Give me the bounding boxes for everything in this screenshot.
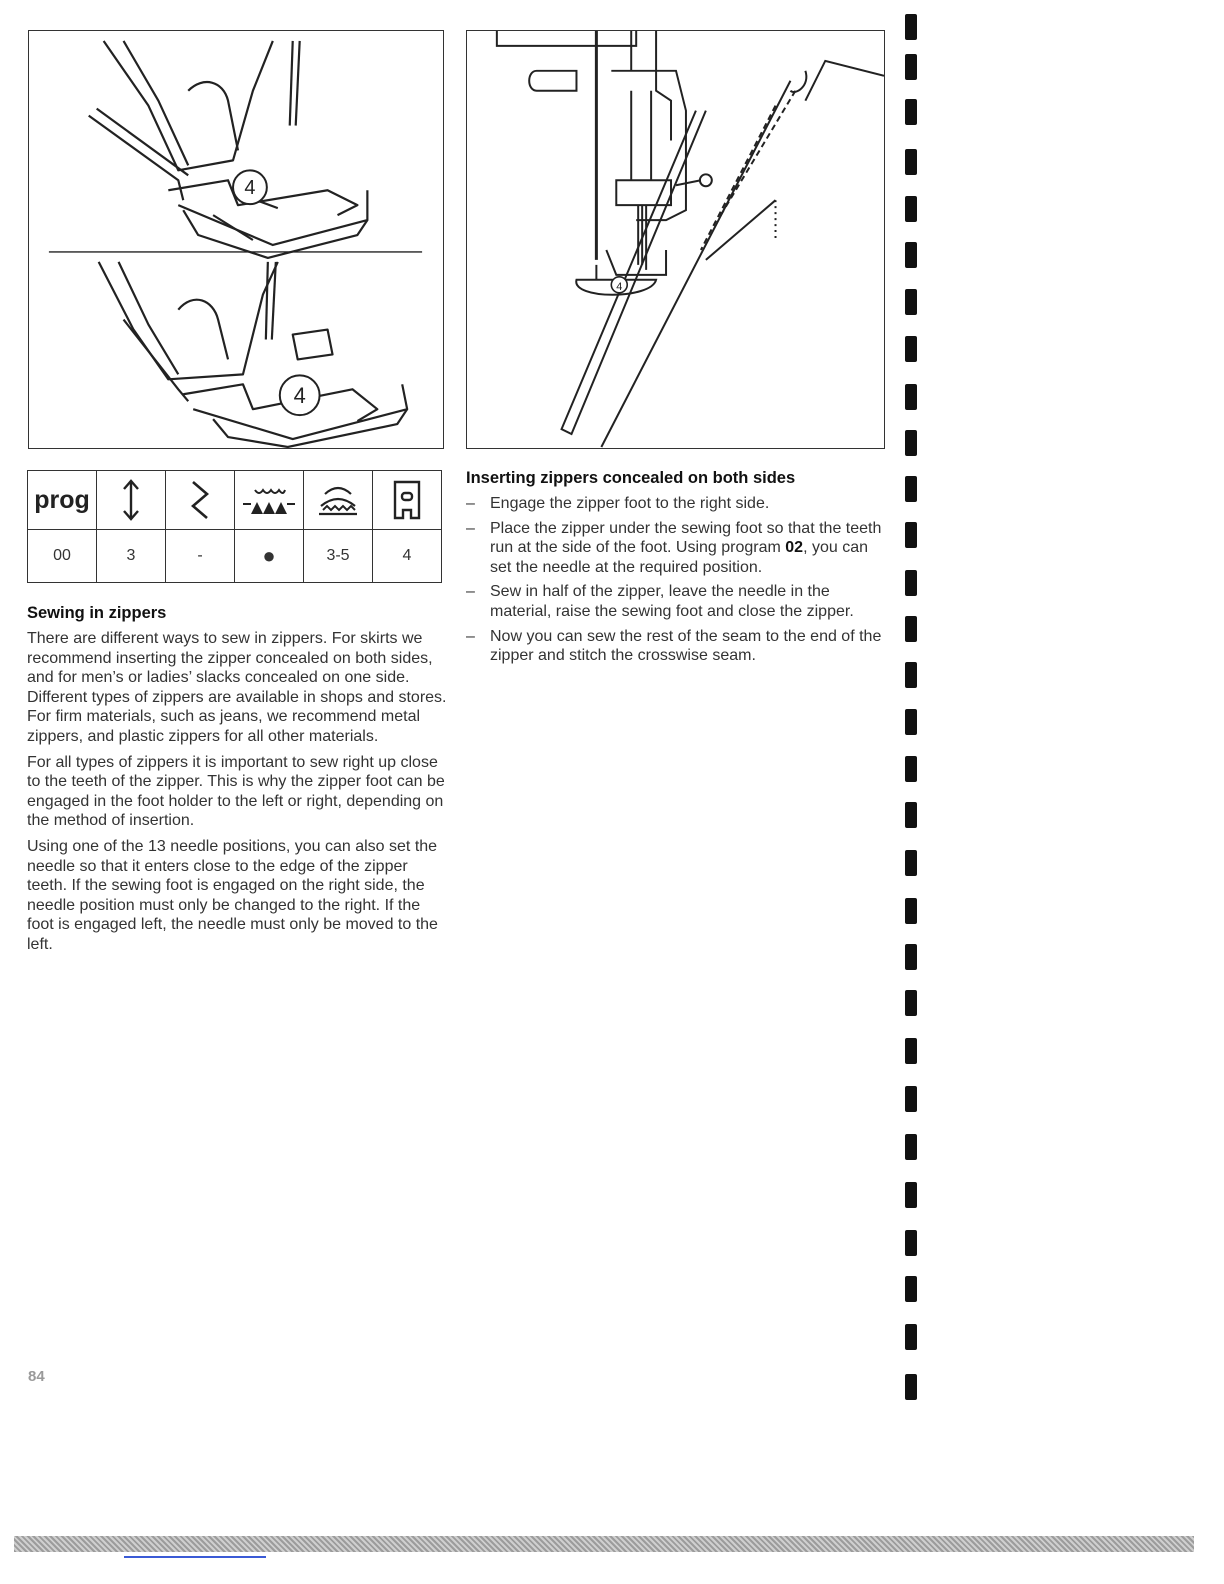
binding-hole — [905, 802, 917, 828]
foot-pressure-value: 3-5 — [304, 530, 373, 583]
binding-hole — [905, 289, 917, 315]
binding-hole — [905, 99, 917, 125]
binding-hole — [905, 242, 917, 268]
step-text: Place the zipper under the sewing foot so that the teeth run at the side of the foot. Using program — [490, 519, 882, 557]
binding-holes — [903, 14, 923, 1414]
paragraph: There are different ways to sew in zippers. For skirts we recommend inserting the zipper concealed on both sides, and for men’s or ladies’ slacks concealed on one side. Different types of zippers are available in shops and stores. For firm materials, such as jeans, we recommend metal zippers, and plastic zippers for all other materials. — [27, 630, 447, 745]
binding-hole — [905, 1134, 917, 1160]
binding-hole — [905, 1230, 917, 1256]
binding-hole — [905, 1324, 917, 1350]
zipper-sewing-drawing — [467, 31, 884, 448]
binding-hole — [905, 476, 917, 502]
stitch-settings-table — [27, 470, 442, 583]
list-item — [466, 519, 886, 578]
zipper-foot-drawing — [29, 31, 443, 448]
list-item — [466, 494, 886, 514]
page-number: 84 — [28, 1368, 45, 1385]
step-text: Sew in half of the zipper, leave the needle in the material, raise the sewing foot and close the zipper. — [490, 583, 854, 620]
binding-hole — [905, 709, 917, 735]
binding-hole — [905, 1276, 917, 1302]
binding-hole — [905, 196, 917, 222]
settings-values-row — [28, 530, 442, 583]
zipper-foot-illustration — [28, 30, 444, 449]
binding-hole — [905, 430, 917, 456]
foot-number-label: 4 — [244, 177, 256, 200]
section-heading: Inserting zippers concealed on both sides — [466, 469, 796, 487]
concealed-zipper-section — [466, 468, 886, 671]
binding-hole — [905, 336, 917, 362]
binding-hole — [905, 944, 917, 970]
binding-hole — [905, 1374, 917, 1400]
presser-foot-pressure-icon — [304, 471, 373, 530]
stitch-width-icon — [166, 471, 235, 530]
stitch-length-value: 3 — [97, 530, 166, 583]
binding-hole — [905, 990, 917, 1016]
foot-number-label: 4 — [293, 383, 306, 409]
step-text: Now you can sew the rest of the seam to the end of the zipper and stitch the crosswise seam. — [490, 627, 882, 665]
footer-link-underline — [124, 1556, 266, 1558]
prog-value: 00 — [28, 530, 97, 583]
zipper-sewing-illustration — [466, 30, 885, 449]
dash-bullet: – — [466, 627, 475, 645]
foot-number-label: 4 — [616, 280, 623, 293]
dash-bullet: – — [466, 583, 475, 601]
stitch-width-value: - — [166, 530, 235, 583]
feed-dog-icon — [235, 471, 304, 530]
binding-hole — [905, 384, 917, 410]
binding-hole — [905, 149, 917, 175]
paragraph: Using one of the 13 needle positions, you can also set the needle so that it enters close to the edge of the zipper teeth. If the sewing foot is engaged on the right side, the needle position must only be changed to the right. If the foot is engaged left, the needle must only be moved to the left. — [27, 837, 438, 953]
binding-hole — [905, 14, 917, 40]
prog-label: prog — [34, 485, 90, 514]
presser-foot-icon — [373, 471, 442, 530]
binding-hole — [905, 522, 917, 548]
binding-hole — [905, 1038, 917, 1064]
binding-hole — [905, 850, 917, 876]
binding-hole — [905, 54, 917, 80]
step-text: Engage the zipper foot to the right side. — [490, 495, 770, 512]
dash-bullet: – — [466, 519, 475, 537]
binding-hole — [905, 662, 917, 688]
section-heading: Sewing in zippers — [27, 604, 167, 622]
prog-header — [28, 471, 97, 530]
binding-hole — [905, 570, 917, 596]
binding-hole — [905, 1086, 917, 1112]
binding-hole — [905, 898, 917, 924]
presser-foot-value: 4 — [373, 530, 442, 583]
steps-list — [466, 494, 886, 666]
dash-bullet: – — [466, 495, 475, 512]
binding-hole — [905, 756, 917, 782]
binding-hole — [905, 1182, 917, 1208]
program-number: 02 — [785, 539, 804, 557]
sewing-zippers-section — [27, 603, 447, 961]
feed-dog-value: ● — [235, 530, 304, 583]
stitch-length-icon — [97, 471, 166, 530]
list-item — [466, 627, 886, 666]
step-text: , you can set the needle at the required position. — [490, 539, 869, 576]
paragraph: For all types of zippers it is important to sew right up close to the teeth of the zipper. This is why the zipper foot can be engaged in the foot holder to the left or right, depending on the method of insertion. — [27, 753, 445, 830]
settings-header-row — [28, 471, 442, 530]
binding-hole — [905, 616, 917, 642]
list-item — [466, 582, 886, 621]
scan-footer-band — [14, 1536, 1194, 1552]
